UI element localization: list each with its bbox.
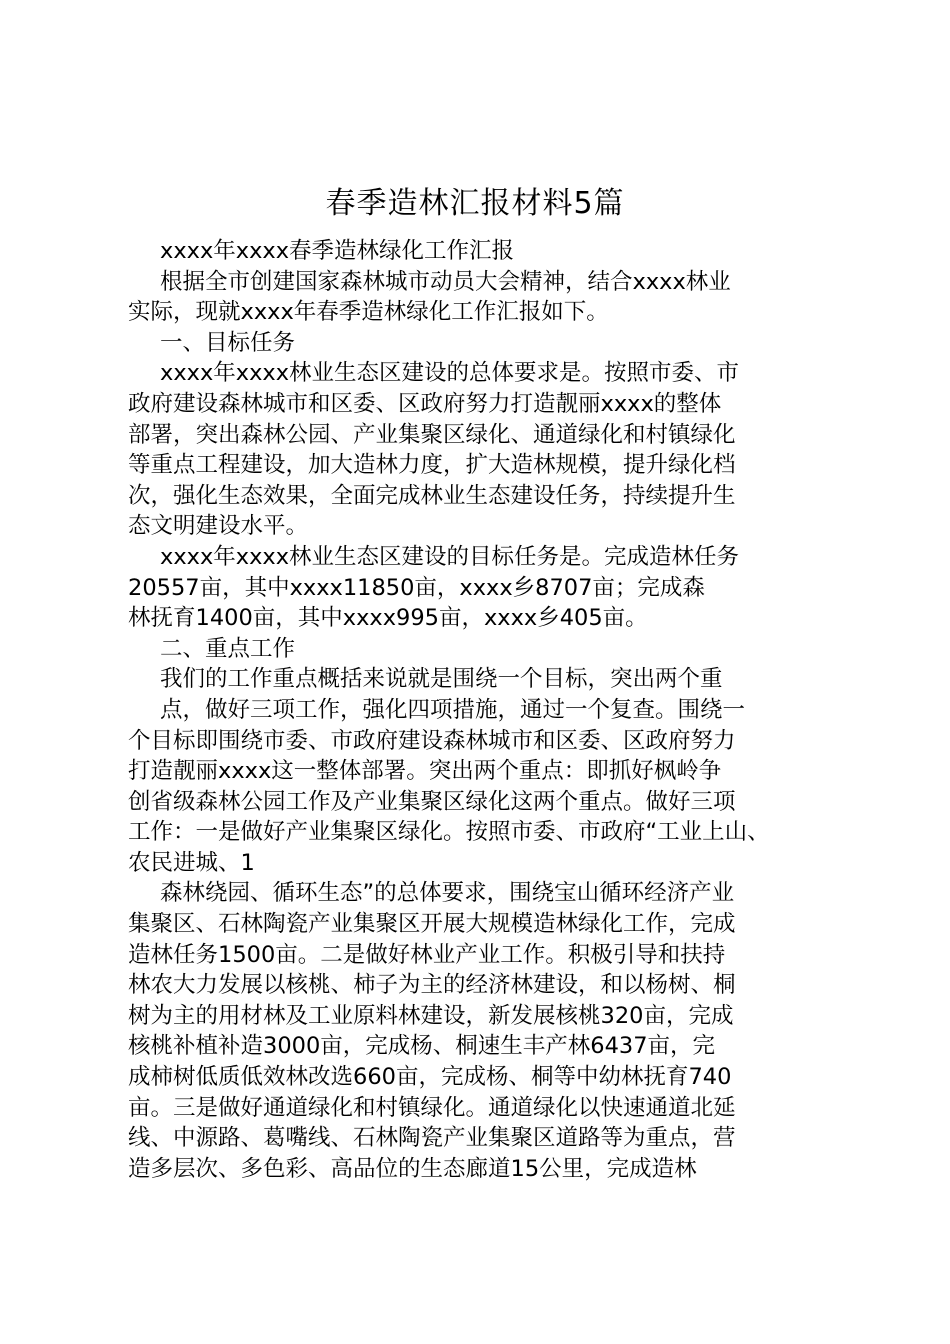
text-line: 部署，突出森林公园、产业集聚区绿化、通道绿化和村镇绿化 xyxy=(128,421,736,448)
text-line: 林抚育1400亩，其中xxxx995亩，xxxx乡405亩。 xyxy=(128,605,648,632)
text-line: 集聚区、石林陶瓷产业集聚区开展大规模造林绿化工作，完成 xyxy=(128,911,736,938)
text-line: 一、目标任务 xyxy=(160,329,296,356)
text-line: 20557亩，其中xxxx11850亩，xxxx乡8707亩；完成森 xyxy=(128,574,705,601)
text-line: 树为主的用材林及工业原料林建设，新发展核桃320亩，完成 xyxy=(128,1002,734,1029)
text-line: 农民进城、1 xyxy=(128,849,255,876)
text-line: 实际，现就xxxx年春季造林绿化工作汇报如下。 xyxy=(128,299,609,326)
text-line: 林农大力发展以核桃、柿子为主的经济林建设，和以杨树、桐 xyxy=(128,972,736,999)
text-line: 创省级森林公园工作及产业集聚区绿化这两个重点。做好三项 xyxy=(128,788,736,815)
text-line: xxxx年xxxx林业生态区建设的总体要求是。按照市委、市 xyxy=(160,360,740,387)
text-line: xxxx年xxxx林业生态区建设的目标任务是。完成造林任务 xyxy=(160,543,740,570)
document-title: 春季造林汇报材料5篇 xyxy=(325,186,625,221)
document-body xyxy=(128,236,828,1184)
text-line: 点，做好三项工作，强化四项措施，通过一个复查。围绕一 xyxy=(160,696,746,723)
text-line: 我们的工作重点概括来说就是围绕一个目标，突出两个重 xyxy=(160,666,723,693)
text-line: 成柿树低质低效林改选660亩，完成杨、桐等中幼林抚育740 xyxy=(128,1064,732,1091)
text-line: 亩。三是做好通道绿化和村镇绿化。通道绿化以快速通道北延 xyxy=(128,1094,736,1121)
text-line: 根据全市创建国家森林城市动员大会精神，结合xxxx林业 xyxy=(160,268,731,295)
text-line: 工作：一是做好产业集聚区绿化。按照市委、市政府“工业上山、 xyxy=(128,819,770,846)
text-line: 二、重点工作 xyxy=(160,635,296,662)
text-line: 打造靓丽xxxx这一整体部署。突出两个重点：即抓好枫岭争 xyxy=(128,758,722,785)
text-line: 造多层次、多色彩、高品位的生态廊道15公里，完成造林 xyxy=(128,1155,697,1182)
text-line: 等重点工程建设，加大造林力度，扩大造林规模，提升绿化档 xyxy=(128,452,736,479)
text-line: 森林绕园、循环生态”的总体要求，围绕宝山循环经济产业 xyxy=(160,880,735,907)
text-line: 造林任务1500亩。二是做好林业产业工作。积极引导和扶持 xyxy=(128,941,726,968)
text-line: 态文明建设水平。 xyxy=(128,513,309,540)
text-line: xxxx年xxxx春季造林绿化工作汇报 xyxy=(160,238,515,264)
text-line: 个目标即围绕市委、市政府建设森林城市和区委、区政府努力 xyxy=(128,727,736,754)
text-line: 次，强化生态效果，全面完成林业生态建设任务，持续提升生 xyxy=(128,482,736,509)
text-line: 政府建设森林城市和区委、区政府努力打造靓丽xxxx的整体 xyxy=(128,390,722,417)
text-line: 核桃补植补造3000亩，完成杨、桐速生丰产林6437亩，完 xyxy=(128,1033,716,1060)
text-line: 线、中源路、葛嘴线、石林陶瓷产业集聚区道路等为重点，营 xyxy=(128,1125,736,1152)
